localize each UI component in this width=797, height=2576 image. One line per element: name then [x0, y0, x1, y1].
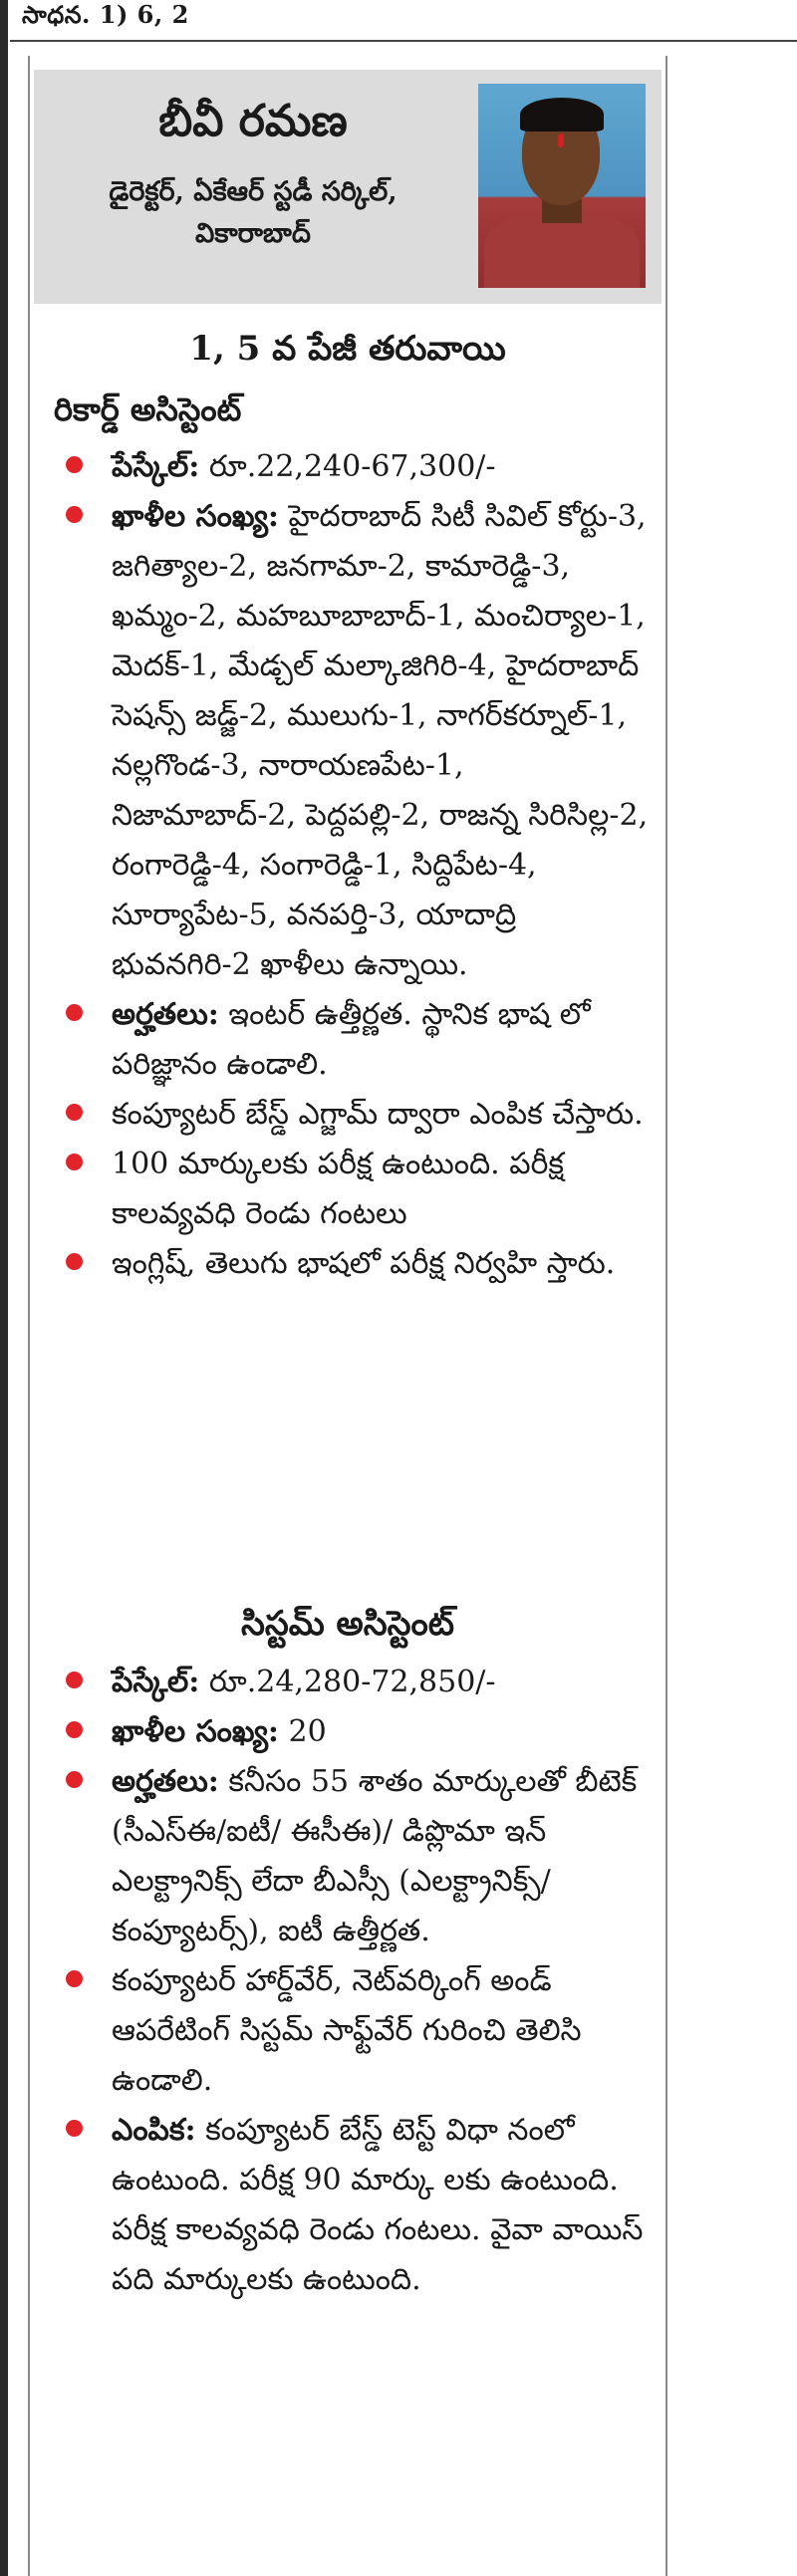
author-photo [478, 84, 646, 288]
bullet-icon [66, 506, 83, 523]
item-label: అర్హతలు: [112, 997, 219, 1032]
bullet-icon [66, 1970, 83, 1987]
item-text: 20 [279, 1714, 327, 1749]
list-item [54, 442, 656, 492]
list-item [54, 1090, 656, 1140]
photo-forehead-mark [558, 133, 564, 147]
item-text: కంప్యూటర్ హార్డ్‌వేర్, నెట్‌వర్కింగ్ అండ్ ఆపరేటింగ్ సిస్టమ్ సాఫ్ట్‌వేర్ గురించి తెలిసి ఉండాలి. [112, 1963, 582, 2098]
item-text: కంప్యూటర్ బేస్డ్ టెస్ట్ విధా నంలో ఉంటుంది. పరీక్ష 90 మార్కు లకు ఉంటుంది. పరీక్ష కాలవ్యవధి రెండు గంటలు. వైవా వాయిస్ పది మార్కులకు ఉంటుంది. [112, 2113, 644, 2297]
author-role [34, 171, 472, 255]
item-label: ఎంపిక: [112, 2113, 196, 2148]
page-left-border [0, 0, 8, 2576]
top-divider [10, 40, 797, 42]
author-role-line2: వికారాబాద్ [195, 217, 311, 249]
item-text: ఇంటర్ ఉత్తీర్ణత. స్థానిక భాష లో పరిజ్ఞానం ఉండాలి. [112, 997, 591, 1082]
item-text: 100 మార్కులకు పరీక్ష ఉంటుంది. పరీక్ష కాలవ్యవధి రెండు గంటలు [112, 1147, 565, 1231]
list-item [54, 1140, 656, 1239]
page-reference: సాధన. 1) 6, 2 [22, 0, 189, 29]
author-box [34, 70, 662, 304]
photo-hair [520, 98, 604, 131]
list-item [54, 990, 656, 1090]
system-assistant-heading: సిస్టమ్ అసిస్టెంట్ [241, 1604, 454, 1644]
record-assistant-list [54, 442, 656, 1289]
bullet-icon [66, 1721, 83, 1738]
continuation-heading: 1, 5 వ పేజీ తరువాయి [189, 329, 506, 369]
bullet-icon [66, 1154, 83, 1170]
item-label: అర్హతలు: [112, 1764, 219, 1799]
bullet-icon [66, 2120, 83, 2137]
item-label: ఖాళీల సంఖ్య: [112, 499, 280, 534]
item-text: కంప్యూటర్ బేస్డ్ ఎగ్జామ్ ద్వారా ఎంపిక చేస్తారు. [112, 1097, 644, 1132]
item-text: కనీసం 55 శాతం మార్కులతో బీటెక్ (సీఎస్ఈ/ఐటీ/ ఈసీఈ)/ డిప్లొమా ఇన్ ఎలక్ట్రానిక్స్ లేదా బీఎస్సీ (ఎలక్ట్రానిక్స్/ కంప్యూటర్స్), ఐటీ ఉత్తీర్ణత. [112, 1764, 638, 1948]
system-assistant-list [54, 1658, 656, 2305]
bullet-icon [66, 1771, 83, 1788]
list-item [54, 1658, 656, 1707]
list-item [54, 492, 656, 990]
item-text: ఇంగ్లిష్, తెలుగు భాషలో పరీక్ష నిర్వహి స్తారు. [112, 1246, 616, 1281]
item-label: ఖాళీల సంఖ్య: [112, 1714, 280, 1749]
bullet-icon [66, 1004, 83, 1021]
record-assistant-heading: రికార్డ్ అసిస్టెంట్ [54, 390, 242, 428]
list-item [54, 1757, 656, 1956]
author-name: బీవీ రమణ [158, 96, 348, 146]
bullet-icon [66, 1253, 83, 1270]
item-text: రూ.24,280-72,850/- [199, 1665, 496, 1699]
author-info [34, 70, 472, 255]
item-text: హైదరాబాద్ సిటీ సివిల్ కోర్టు-3, జగిత్యాల-2, జనగామా-2, కామారెడ్డి-3, ఖమ్మం-2, మహబూబాబాద్-1, మంచిర్యాల-1, మెదక్-1, మేడ్చల్ మల్కాజిగిరి-4, హైదరాబాద్ సెషన్స్ జడ్జ్-2, ములుగు-1, నాగర్‌కర్నూల్-1, నల్లగొండ-3, నారాయణపేట-1, నిజామాబాద్-2, పెద్దపల్లి-2, రాజన్న సిరిసిల్ల-2, రంగారెడ్డి-4, సంగారెడ్డి-1, సిద్దిపేట-4, సూర్యాపేట-5, వనపర్తి-3, యాదాద్రి భువనగిరి-2 ఖాళీలు ఉన్నాయి. [112, 499, 649, 982]
bullet-icon [66, 456, 83, 473]
bullet-icon [66, 1104, 83, 1121]
item-label: పేస్కేల్: [112, 1665, 200, 1699]
author-role-line1: డైరెక్టర్, ఏకేఆర్ స్టడీ సర్కిల్, [109, 176, 398, 207]
list-item [54, 1956, 656, 2106]
list-item [54, 1239, 656, 1289]
item-label: పేస్కేల్: [112, 449, 200, 484]
bullet-icon [66, 1672, 83, 1688]
list-item [54, 2106, 656, 2305]
list-item [54, 1707, 656, 1757]
item-text: రూ.22,240-67,300/- [199, 449, 496, 484]
